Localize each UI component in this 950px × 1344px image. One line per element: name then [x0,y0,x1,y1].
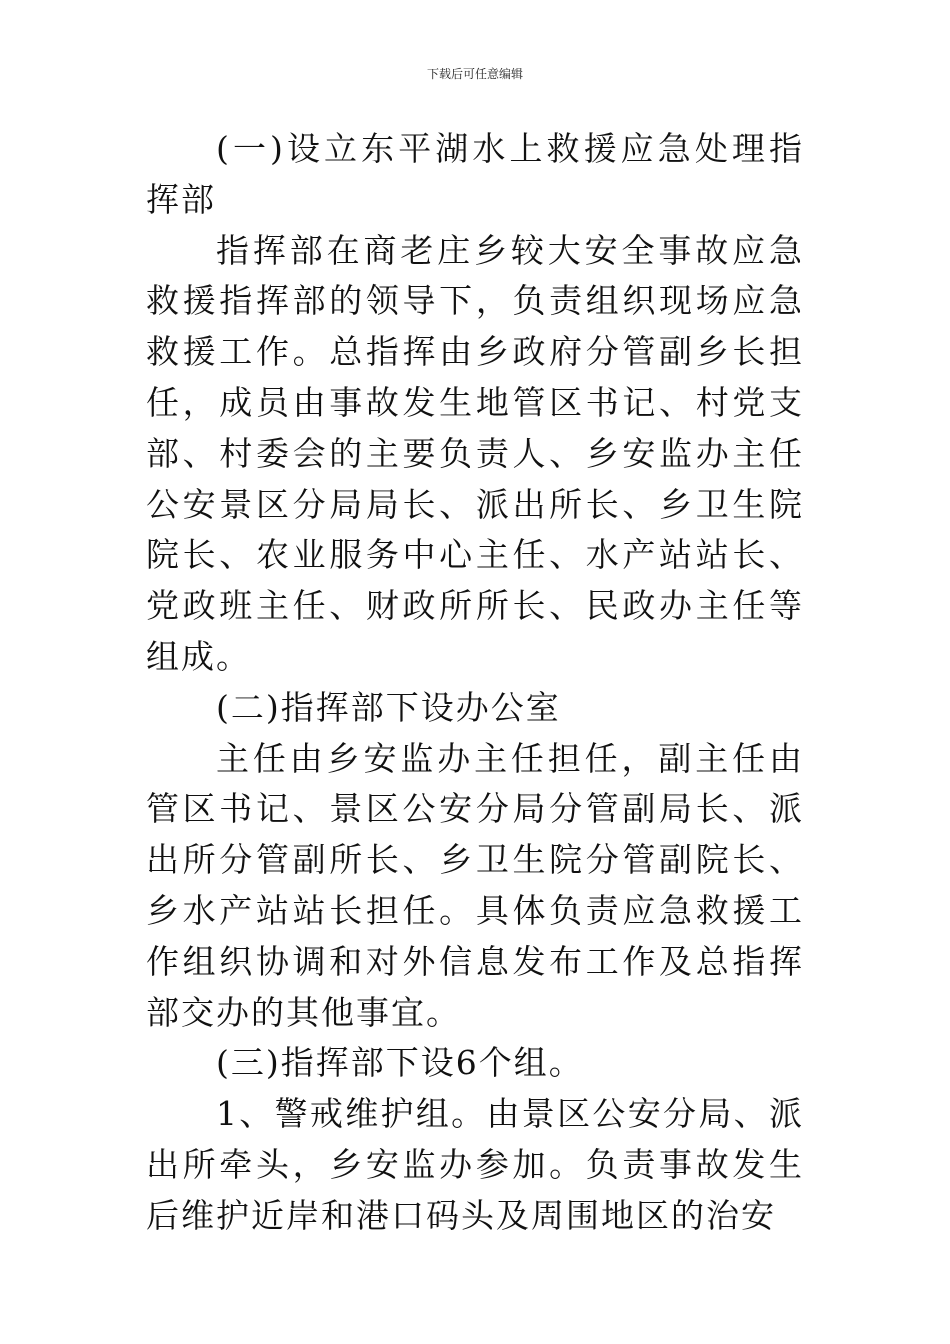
section-heading-2: (二)指挥部下设办公室 [216,687,561,727]
body-paragraph: 指挥部在商老庄乡较大安全事故应急救援指挥部的领导下，负责组织现场应急救援工作。总指挥由乡政府分管副乡长担任，成员由事故发生地管区书记、村党支部、村委会的主要负责人、乡安监办主任公安景区分局局长、派出所长、乡卫生院院长、农业服务中心主任、水产站站长、党政班主任、财政所所长、民政办主任等组成。 [146,230,804,676]
section-heading-1: (一)设立东平湖水上救援应急处理指挥部 [146,129,804,219]
document-body [146,124,804,1242]
body-paragraph: 1、警戒维护组。由景区公安分局、派出所牵头，乡安监办参加。负责事故发生后维护近岸和港口码头及周围地区的治安 [146,1094,804,1235]
page-header: 下载后可任意编辑 [426,67,523,81]
section-heading-3: (三)指挥部下设6个组。 [216,1043,584,1083]
body-paragraph: 主任由乡安监办主任担任，副主任由管区书记、景区公安分局分管副局长、派出所分管副所长、乡卫生院分管副院长、乡水产站站长担任。具体负责应急救援工作组织协调和对外信息发布工作及总指挥部交办的其他事宜。 [146,738,804,1032]
